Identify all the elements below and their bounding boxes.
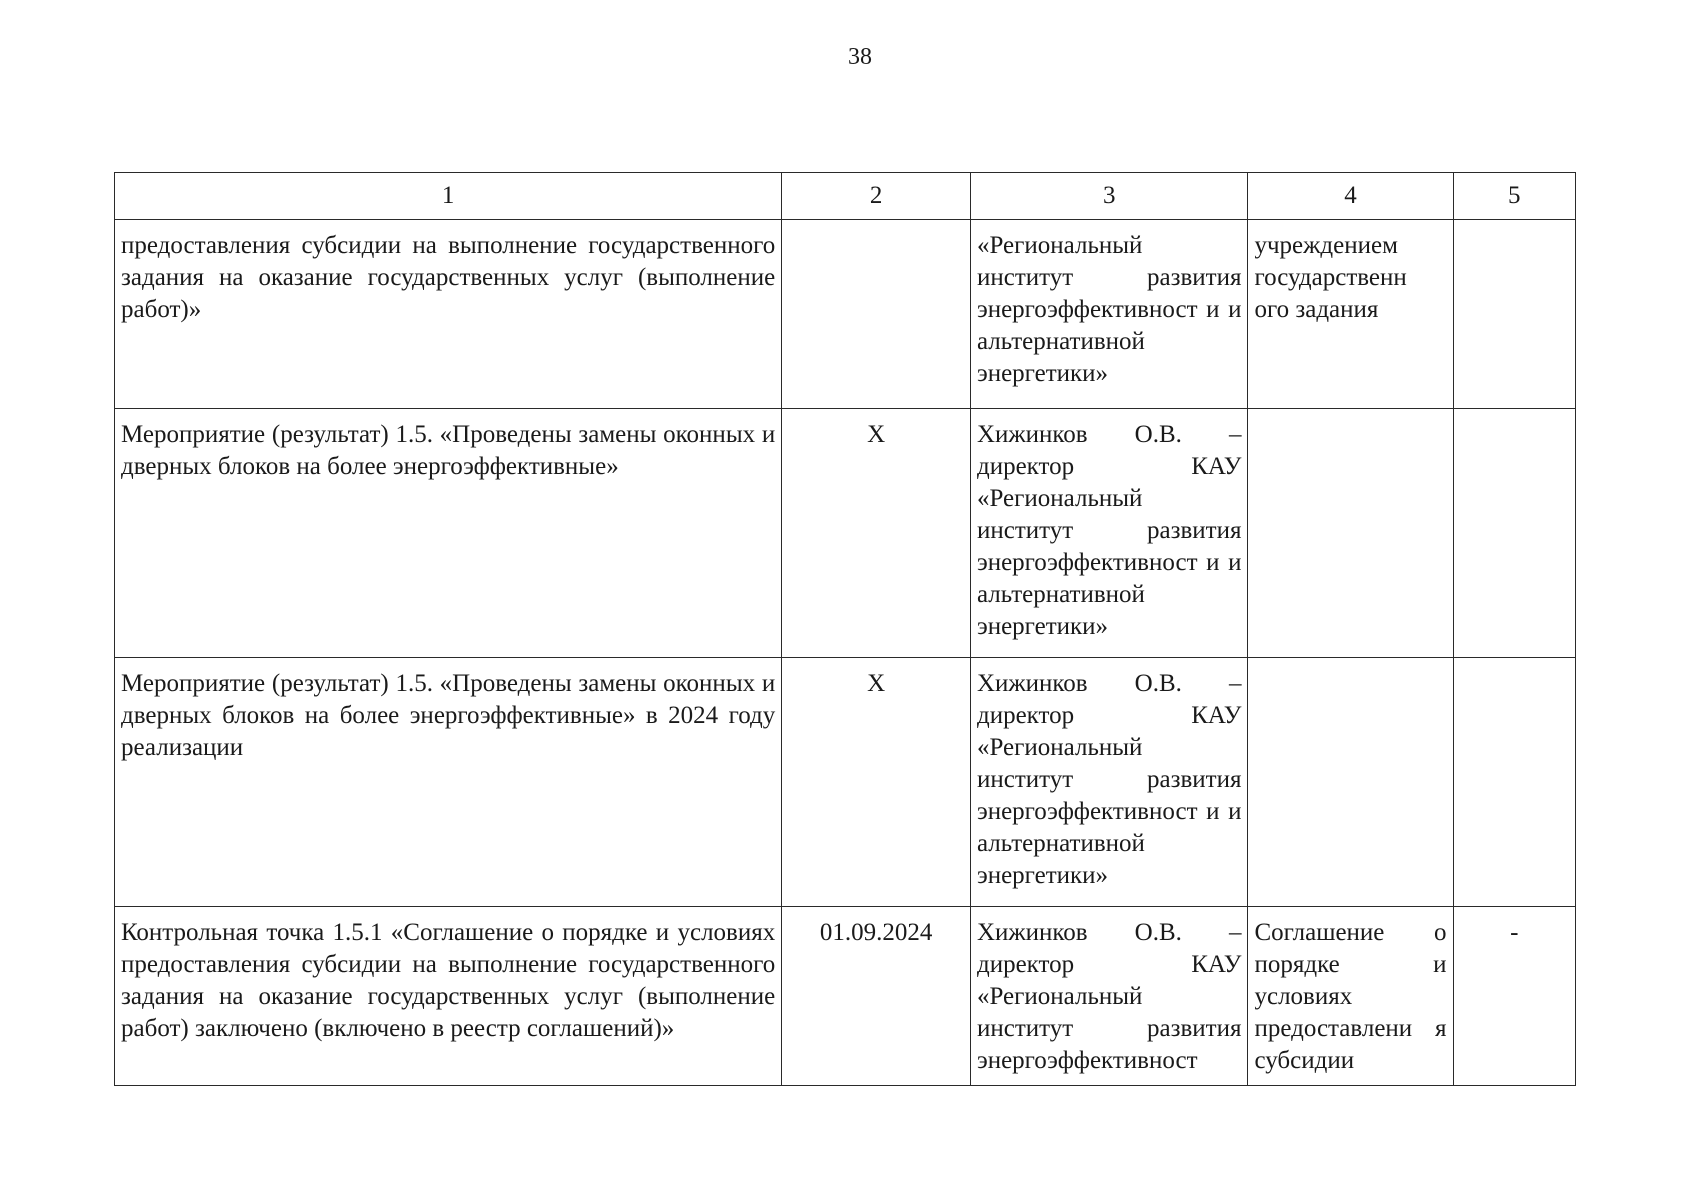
cell-responsible: Хижинков О.В. – директор КАУ «Региональный институт развития энергоэффективност	[970, 907, 1248, 1086]
page-number: 38	[848, 44, 872, 70]
cell-result: учреждением государственн ого задания	[1248, 220, 1453, 409]
measures-table	[114, 172, 1576, 1086]
header-col-4: 4	[1248, 173, 1453, 220]
cell-responsible: Хижинков О.В. – директор КАУ «Региональный институт развития энергоэффективност и и альтернативной энергетики»	[970, 409, 1248, 658]
table-row	[115, 220, 1576, 409]
cell-note: -	[1453, 907, 1575, 1086]
cell-description: предоставления субсидии на выполнение государственного задания на оказание государственных услуг (выполнение работ)»	[115, 220, 782, 409]
cell-result: Соглашение о порядке и условиях предоставлени я субсидии	[1248, 907, 1453, 1086]
table-row	[115, 409, 1576, 658]
table-row	[115, 658, 1576, 907]
cell-result	[1248, 658, 1453, 907]
cell-responsible: Хижинков О.В. – директор КАУ «Региональный институт развития энергоэффективност и и альтернативной энергетики»	[970, 658, 1248, 907]
cell-date: 01.09.2024	[782, 907, 971, 1086]
table-row	[115, 907, 1576, 1086]
cell-note	[1453, 220, 1575, 409]
cell-description: Мероприятие (результат) 1.5. «Проведены замены оконных и дверных блоков на более энергоэффективные» в 2024 году реализации	[115, 658, 782, 907]
cell-date: X	[782, 409, 971, 658]
cell-description: Контрольная точка 1.5.1 «Соглашение о порядке и условиях предоставления субсидии на выполнение государственного задания на оказание государственных услуг (выполнение работ) заключено (включено в реестр соглашений)»	[115, 907, 782, 1086]
cell-note	[1453, 409, 1575, 658]
cell-note	[1453, 658, 1575, 907]
header-col-3: 3	[970, 173, 1248, 220]
cell-responsible: «Региональный институт развития энергоэффективност и и альтернативной энергетики»	[970, 220, 1248, 409]
header-col-1: 1	[115, 173, 782, 220]
table-header-row	[115, 173, 1576, 220]
header-col-5: 5	[1453, 173, 1575, 220]
cell-date	[782, 220, 971, 409]
cell-result	[1248, 409, 1453, 658]
header-col-2: 2	[782, 173, 971, 220]
cell-description: Мероприятие (результат) 1.5. «Проведены замены оконных и дверных блоков на более энергоэффективные»	[115, 409, 782, 658]
cell-date: X	[782, 658, 971, 907]
